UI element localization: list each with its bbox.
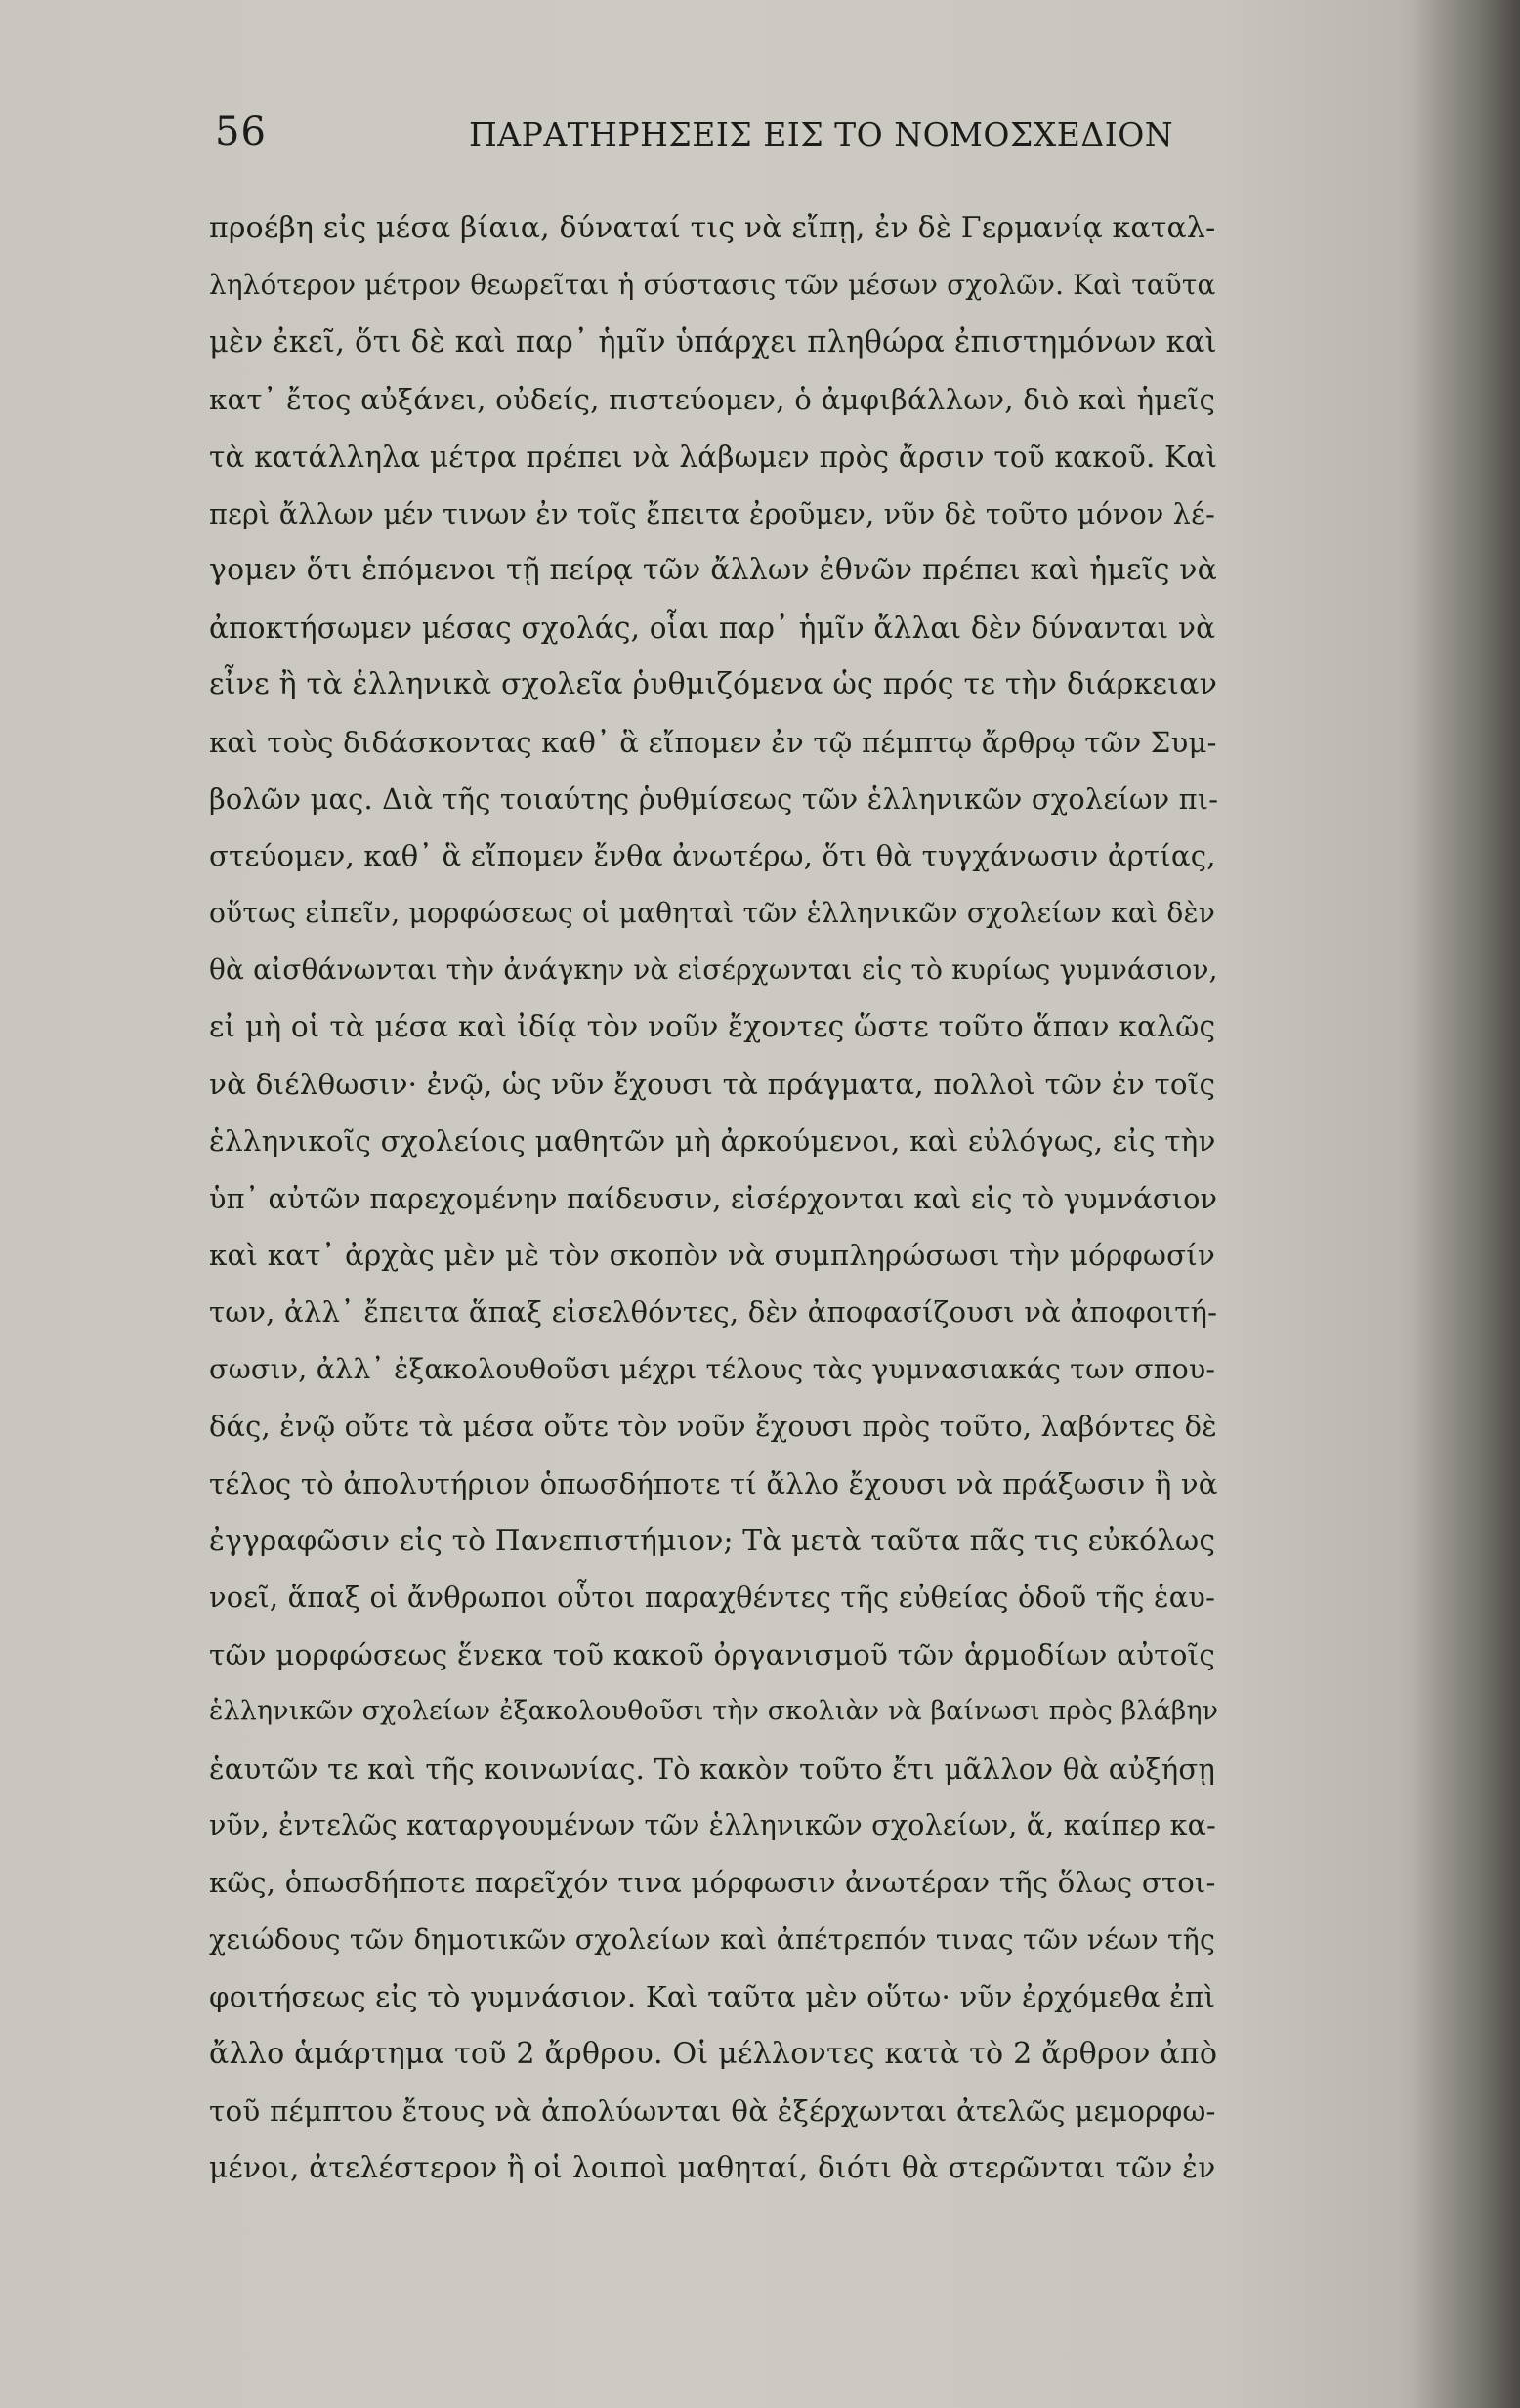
- text-line: βολῶν μας. Διὰ τῆς τοιαύτης ῥυθμίσεως τῶν ἑλληνικῶν σχολείων πι-: [209, 782, 1219, 816]
- text-line: νὰ διέλθωσιν· ἐνῷ, ὡς νῦν ἔχουσι τὰ πράγματα, πολλοὶ τῶν ἐν τοῖς: [209, 1067, 1216, 1101]
- text-line: ὑπ᾽ αὐτῶν παρεχομένην παίδευσιν, εἰσέρχονται καὶ εἰς τὸ γυμνάσιον: [209, 1181, 1218, 1215]
- text-line: νοεῖ, ἅπαξ οἱ ἄνθρωποι οὗτοι παραχθέντες τῆς εὐθείας ὁδοῦ τῆς ἑαυ-: [209, 1581, 1215, 1615]
- text-line: νῦν, ἐντελῶς καταργουμένων τῶν ἑλληνικῶν σχολείων, ἅ, καίπερ κα-: [209, 1808, 1216, 1841]
- text-line: κῶς, ὁπωσδήποτε παρεῖχόν τινα μόρφωσιν ἀνωτέραν τῆς ὅλως στοι-: [209, 1866, 1216, 1900]
- text-line: περὶ ἄλλων μέν τινων ἐν τοῖς ἔπειτα ἐροῦμεν, νῦν δὲ τοῦτο μόνον λέ-: [209, 496, 1215, 530]
- text-line: χειώδους τῶν δημοτικῶν σχολείων καὶ ἀπέτρεπόν τινας τῶν νέων τῆς: [209, 1922, 1215, 1956]
- text-line: τοῦ πέμπτου ἔτους νὰ ἀπολύωνται θὰ ἐξέρχωνται ἀτελῶς μεμορφω-: [209, 2093, 1216, 2128]
- text-line: μένοι, ἀτελέστερον ἢ οἱ λοιποὶ μαθηταί, διότι θὰ στερῶνται τῶν ἐν: [209, 2151, 1216, 2185]
- body-text: [209, 200, 1219, 2197]
- text-line: ἑαυτῶν τε καὶ τῆς κοινωνίας. Τὸ κακὸν τοῦτο ἔτι μᾶλλον θὰ αὐξήσῃ: [209, 1752, 1216, 1786]
- text-line: ἑλληνικοῖς σχολείοις μαθητῶν μὴ ἀρκούμενοι, καὶ εὐλόγως, εἰς τὴν: [209, 1124, 1216, 1159]
- text-line: γομεν ὅτι ἑπόμενοι τῇ πείρᾳ τῶν ἄλλων ἐθνῶν πρέπει καὶ ἡμεῖς νὰ: [209, 553, 1218, 588]
- text-line: ἄλλο ἁμάρτημα τοῦ 2 ἄρθρου. Οἱ μέλλοντες κατὰ τὸ 2 ἄρθρον ἀπὸ: [209, 2036, 1218, 2071]
- text-line: ληλότερον μέτρον θεωρεῖται ἡ σύστασις τῶν μέσων σχολῶν. Καὶ ταῦτα: [209, 269, 1216, 302]
- text-line: ἐγγραφῶσιν εἰς τὸ Πανεπιστήμιον; Τὰ μετὰ ταῦτα πᾶς τις εὐκόλως: [209, 1523, 1216, 1557]
- text-line: ἀποκτήσωμεν μέσας σχολάς, οἷαι παρ᾽ ἡμῖν ἄλλαι δὲν δύνανται νὰ: [209, 611, 1216, 645]
- text-line: κατ᾽ ἔτος αὐξάνει, οὐδείς, πιστεύομεν, ὁ ἀμφιβάλλων, διὸ καὶ ἡμεῖς: [209, 383, 1215, 417]
- page-spine-shadow: [1413, 0, 1520, 2408]
- text-line: σωσιν, ἀλλ᾽ ἐξακολουθοῦσι μέχρι τέλους τὰς γυμνασιακάς των σπου-: [209, 1352, 1216, 1385]
- text-line: φοιτήσεως εἰς τὸ γυμνάσιον. Καὶ ταῦτα μὲν οὕτω· νῦν ἐρχόμεθα ἐπὶ: [209, 1980, 1216, 2014]
- text-line: καὶ τοὺς διδάσκοντας καθ᾽ ἃ εἴπομεν ἐν τῷ πέμπτῳ ἄρθρῳ τῶν Συμ-: [209, 725, 1217, 759]
- text-line: τέλος τὸ ἀπολυτήριον ὁπωσδήποτε τί ἄλλο ἔχουσι νὰ πράξωσιν ἢ νὰ: [209, 1466, 1218, 1500]
- running-title: ΠΑΡΑΤΗΡΗΣΕΙΣ ΕΙΣ ΤΟ ΝΟΜΟΣΧΕΔΙΟΝ: [469, 115, 1174, 153]
- text-line: εἶνε ἢ τὰ ἑλληνικὰ σχολεῖα ῥυθμιζόμενα ὡς πρός τε τὴν διάρκειαν: [209, 667, 1218, 702]
- text-line: των, ἀλλ᾽ ἔπειτα ἅπαξ εἰσελθόντες, δὲν ἀποφασίζουσι νὰ ἀποφοιτή-: [209, 1295, 1218, 1330]
- text-line: καὶ κατ᾽ ἀρχὰς μὲν μὲ τὸν σκοπὸν νὰ συμπληρώσωσι τὴν μόρφωσίν: [209, 1239, 1215, 1273]
- text-line: προέβη εἰς μέσα βίαια, δύναταί τις νὰ εἴπῃ, ἐν δὲ Γερμανίᾳ καταλ-: [209, 211, 1216, 245]
- text-line: θὰ αἰσθάνωνται τὴν ἀνάγκην νὰ εἰσέρχωνται εἰς τὸ κυρίως γυμνάσιον,: [209, 953, 1218, 987]
- text-line: ἑλληνικῶν σχολείων ἐξακολουθοῦσι τὴν σκολιὰν νὰ βαίνωσι πρὸς βλάβην: [209, 1696, 1219, 1727]
- page-header: [215, 109, 1211, 168]
- text-line: μὲν ἐκεῖ, ὅτι δὲ καὶ παρ᾽ ἡμῖν ὑπάρχει πληθώρα ἐπιστημόνων καὶ: [209, 324, 1217, 359]
- text-line: τὰ κατάλληλα μέτρα πρέπει νὰ λάβωμεν πρὸς ἄρσιν τοῦ κακοῦ. Καὶ: [209, 440, 1218, 474]
- text-line: στεύομεν, καθ᾽ ἃ εἴπομεν ἔνθα ἀνωτέρω, ὅτι θὰ τυγχάνωσιν ἀρτίας,: [209, 839, 1216, 873]
- text-line: τῶν μορφώσεως ἕνεκα τοῦ κακοῦ ὀργανισμοῦ τῶν ἁρμοδίων αὐτοῖς: [209, 1637, 1215, 1671]
- page-number: 56: [215, 109, 267, 154]
- text-line: οὕτως εἰπεῖν, μορφώσεως οἱ μαθηταὶ τῶν ἑλληνικῶν σχολείων καὶ δὲν: [209, 896, 1216, 929]
- text-line: εἰ μὴ οἱ τὰ μέσα καὶ ἰδίᾳ τὸν νοῦν ἔχοντες ὥστε τοῦτο ἅπαν καλῶς: [209, 1010, 1216, 1044]
- text-line: δάς, ἐνῷ οὔτε τὰ μέσα οὔτε τὸν νοῦν ἔχουσι πρὸς τοῦτο, λαβόντες δὲ: [209, 1410, 1217, 1444]
